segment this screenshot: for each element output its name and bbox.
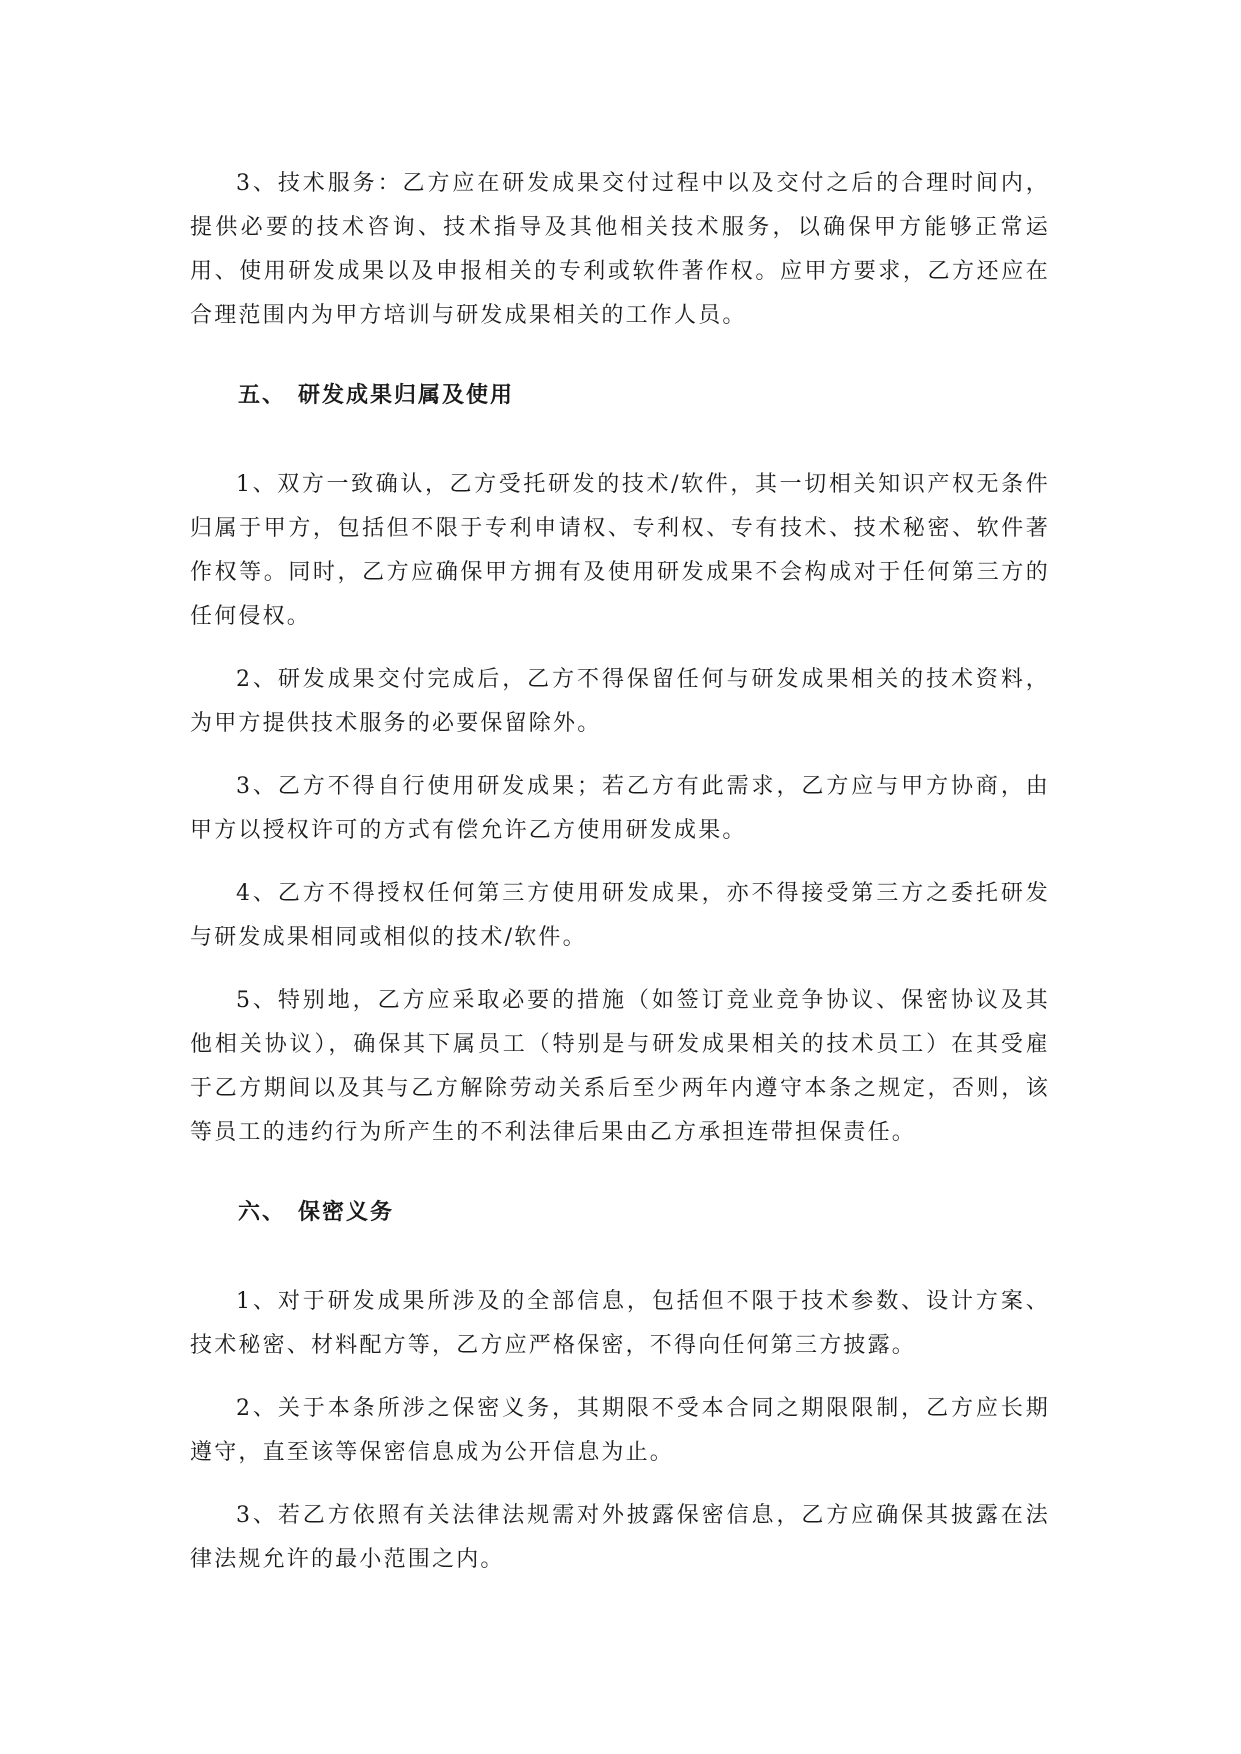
- paragraph-6-3: 3、若乙方依照有关法律法规需对外披露保密信息，乙方应确保其披露在法律法规允许的最小范围之内。: [190, 1503, 1050, 1572]
- paragraph-4-3: 3、技术服务：乙方应在研发成果交付过程中以及交付之后的合理时间内，提供必要的技术咨询、技术指导及其他相关技术服务，以确保甲方能够正常运用、使用研发成果以及申报相关的专利或软件著作权。应甲方要求，乙方还应在合理范围内为甲方培训与研发成果相关的工作人员。: [190, 171, 1050, 328]
- paragraph-6-2: 2、关于本条所涉之保密义务，其期限不受本合同之期限限制，乙方应长期遵守，直至该等保密信息成为公开信息为止。: [190, 1396, 1050, 1465]
- document-page: [190, 162, 1050, 1601]
- paragraph-5-1: 1、双方一致确认，乙方受托研发的技术/软件，其一切相关知识产权无条件归属于甲方，包括但不限于专利申请权、专利权、专有技术、技术秘密、软件著作权等。同时，乙方应确保甲方拥有及使用研发成果不会构成对于任何第三方的任何侵权。: [190, 472, 1050, 629]
- paragraph-5-4: 4、乙方不得授权任何第三方使用研发成果，亦不得接受第三方之委托研发与研发成果相同或相似的技术/软件。: [190, 881, 1050, 950]
- paragraph-5-3: 3、乙方不得自行使用研发成果；若乙方有此需求，乙方应与甲方协商，由甲方以授权许可的方式有偿允许乙方使用研发成果。: [190, 774, 1050, 843]
- paragraph-5-5: 5、特别地，乙方应采取必要的措施（如签订竞业竞争协议、保密协议及其他相关协议），确保其下属员工（特别是与研发成果相关的技术员工）在其受雇于乙方期间以及其与乙方解除劳动关系后至少两年内遵守本条之规定，否则，该等员工的违约行为所产生的不利法律后果由乙方承担连带担保责任。: [190, 988, 1050, 1145]
- paragraph-6-1: 1、对于研发成果所涉及的全部信息，包括但不限于技术参数、设计方案、技术秘密、材料配方等，乙方应严格保密，不得向任何第三方披露。: [190, 1289, 1050, 1358]
- section-number: 六、: [238, 1200, 287, 1225]
- section-heading-6: [190, 1191, 1050, 1235]
- paragraph-5-2: 2、研发成果交付完成后，乙方不得保留任何与研发成果相关的技术资料，为甲方提供技术服务的必要保留除外。: [190, 667, 1050, 736]
- section-title: 研发成果归属及使用: [298, 383, 515, 408]
- section-number: 五、: [238, 383, 287, 408]
- section-heading-5: [190, 374, 1050, 418]
- section-title: 保密义务: [298, 1200, 395, 1225]
